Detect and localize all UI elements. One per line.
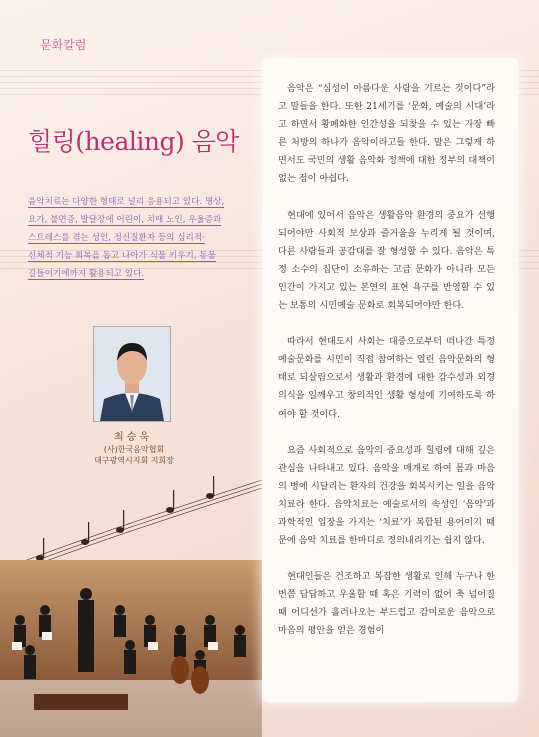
body-paragraph: 현대인들은 건조하고 복잡한 생활로 인해 누구나 한번쯤 답답하고 우울할 때 혹은 기력이 없어 축 넘어질 때 어디선가 흘러나오는 부드럽고 감미로운 음악으로 마음의 평안을 얻은 경험이 — [278, 571, 495, 637]
body-paragraph: 음악은 “심성이 아름다운 사람을 기르는 것이다”라고 말들을 한다. 또한 21세기를 ‘문화, 예술의 시대’라고 하면서 황폐화한 인간성을 되찾을 수 있는 가장 빠른 처방의 하나가 음악이라고들 한다. 말은 그렇게 하면서도 국민의 생활 음악화 정책에 대한 정부의 대책이 없는 점이 아쉽다. — [278, 83, 495, 185]
body-paragraph: 요즘 사회적으로 음악의 중요성과 힐링에 대해 깊은 관심을 나타내고 있다. 음악을 매개로 하여 몸과 마음의 병에 시달리는 환자의 건강을 회복시키는 일을 음악치료라 한다. 음악치료는 예술로서의 속성인 ‘음악’과 과학적인 입장을 가지는 ‘치료’가 복합된 용어이기 때문에 음악 치료를 한마디로 정의내리기는 쉽지 않다. — [278, 444, 495, 547]
intro-line: 스트레스를 겪는 성인, 정신질환자 등의 심리적· — [28, 233, 205, 243]
affiliation-line: (사)한국음악협회 — [103, 445, 165, 454]
intro-text — [28, 193, 240, 283]
orchestra-image — [0, 470, 262, 737]
intro-line: 요가, 불면증, 발달장애 어린이, 치매 노인, 우울증과 — [28, 215, 222, 225]
intro-line: 길들이기에까지 활용되고 있다. — [28, 269, 145, 279]
body-paragraph: 따라서 현대도시 사회는 대중으로부터 떠나간 특정 예술문화를 시민이 직접 참여하는 열린 음악문화의 형태로 되살림으로서 생활과 환경에 대한 감수성과 외경 의식을 일깨우고 창의적인 생활 형성에 기여하도록 하여야 할 것이다. — [278, 336, 495, 420]
author-photo — [93, 326, 171, 422]
section-label: 문화칼럼 — [40, 38, 87, 52]
intro-line: 음악치료는 다양한 형태로 널리 응용되고 있다. 명상, — [28, 197, 225, 207]
body-paragraph: 현대에 있어서 음악은 생활음악 환경의 중요가 선행되어야만 사회적 보상과 즐거움을 누리게 될 것이며, 다른 사람들과 공감대를 잘 형성할 수 있다. 음악은 특정 소수의 집단이 소유하는 고급 문화가 아니라 모든 인간이 가지고 있는 본연의 표현 욕구를 반영할 수 있는 보통의 시민예술 문화로 회복되어야만 한다. — [278, 209, 495, 312]
author-name: 최승욱 — [114, 432, 152, 443]
affiliation-line: 대구광역시지회 지회장 — [94, 456, 174, 465]
article-body — [278, 80, 495, 659]
article-title: 힐링(healing) 음악 — [28, 127, 239, 156]
intro-line: 신체적 기능 회복을 돕고 나아가 식물 키우기, 동물 — [28, 251, 216, 261]
